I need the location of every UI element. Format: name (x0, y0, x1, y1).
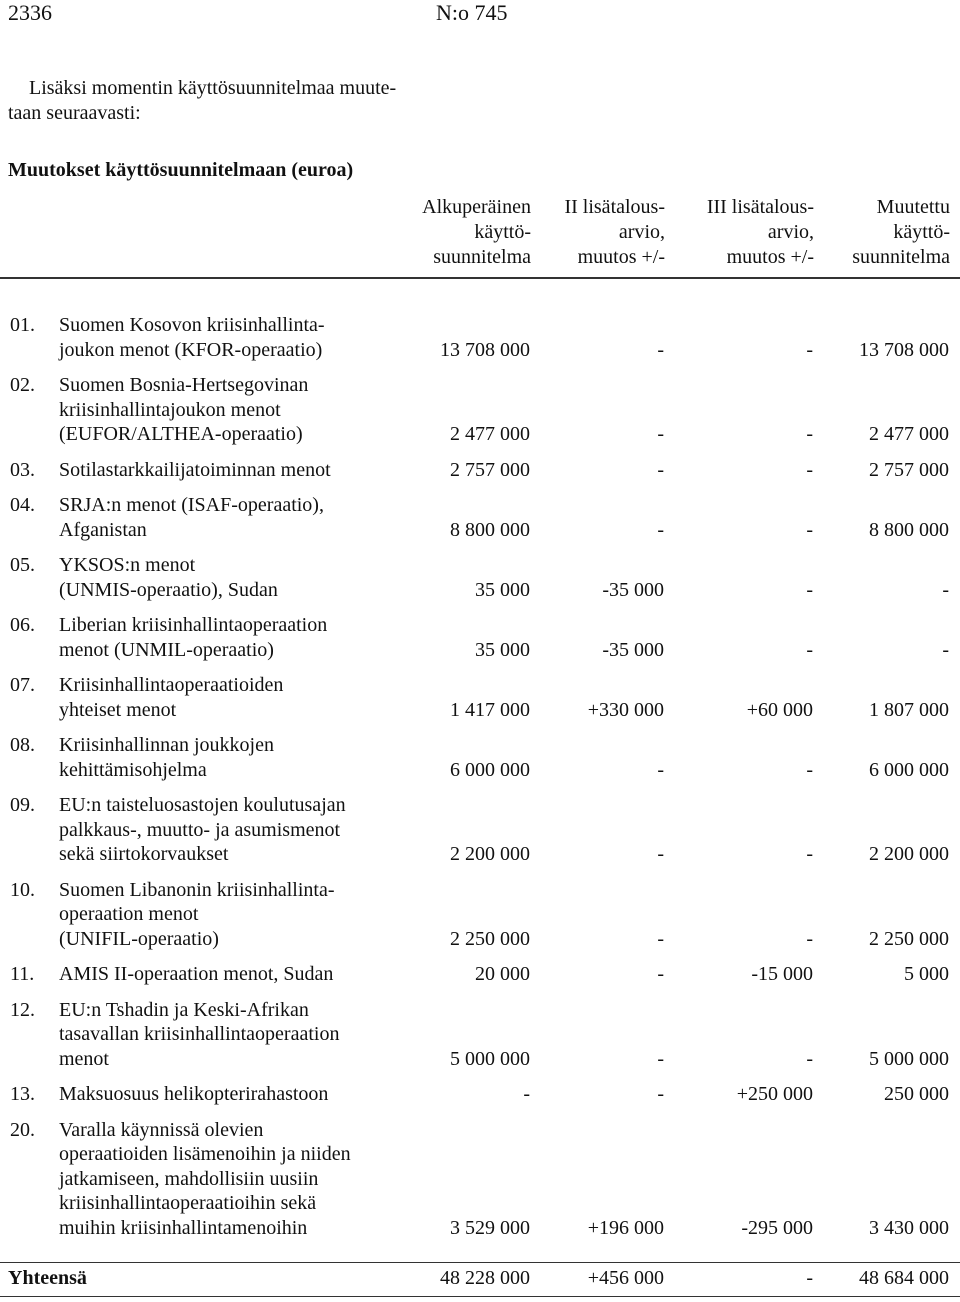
row-description-line: AMIS II-operaation menot, Sudan (59, 963, 334, 985)
row-description-line: muihin kriisinhallintamenoihin (59, 1216, 308, 1239)
value-original: 3 529 000 (450, 1216, 530, 1239)
row-description-line: Kriisinhallinnan joukkojen (59, 734, 274, 756)
row-description-line: SRJA:n menot (ISAF-operaatio), (59, 494, 324, 516)
page-number: 2336 (8, 0, 52, 25)
column-header-line: Muutettu (876, 196, 950, 218)
header-divider (0, 277, 960, 279)
row-description-line: menot (UNMIL-operaatio) (59, 638, 274, 661)
column-header-line: käyttö- (893, 221, 950, 243)
column-header-second-supplementary (564, 195, 665, 270)
table-row (0, 373, 960, 447)
column-header-third-supplementary (707, 195, 814, 270)
page-header (0, 0, 960, 26)
row-number: 02. (10, 374, 35, 396)
intro-line: Lisäksi momentin käyttösuunnitelmaa muute- (29, 77, 397, 99)
value-second-supplementary: - (657, 458, 664, 481)
row-description-line: Maksuosuus helikopterirahastoon (59, 1083, 329, 1105)
value-second-supplementary: +196 000 (587, 1216, 664, 1239)
value-second-supplementary: +330 000 (587, 698, 664, 721)
row-description (59, 493, 399, 542)
value-modified: 13 708 000 (859, 338, 949, 361)
value-third-supplementary: - (806, 1047, 813, 1070)
row-description-line: Varalla käynnissä olevien (59, 1118, 264, 1141)
value-third-supplementary: - (806, 458, 813, 481)
value-modified: 250 000 (884, 1083, 949, 1105)
row-description-line: (EUFOR/ALTHEA-operaatio) (59, 423, 303, 445)
row-number: 13. (10, 1083, 35, 1105)
value-third-supplementary: - (806, 338, 813, 361)
intro-paragraph (8, 76, 478, 125)
value-original: 6 000 000 (450, 758, 530, 781)
row-description-line: tasavallan kriisinhallintaoperaation (59, 1023, 340, 1045)
table-row (0, 553, 960, 602)
table-row (0, 998, 960, 1072)
value-third-supplementary: - (806, 578, 813, 601)
row-description (59, 998, 399, 1072)
value-third-supplementary: -15 000 (751, 963, 813, 985)
value-second-supplementary: -35 000 (602, 638, 664, 661)
row-description-line: operaatioiden lisämenoihin ja niiden (59, 1143, 351, 1165)
row-description-line: jatkamiseen, mahdollisiin uusiin (59, 1167, 319, 1190)
value-original: 35 000 (475, 638, 530, 661)
table-row (0, 962, 960, 987)
column-header-line: muutos +/- (577, 246, 665, 268)
value-original: 2 757 000 (450, 458, 530, 481)
total-modified: 48 684 000 (859, 1267, 949, 1289)
value-modified: 5 000 000 (869, 1047, 949, 1070)
row-description-line: EU:n Tshadin ja Keski-Afrikan (59, 998, 309, 1021)
table-row (0, 673, 960, 722)
row-number: 04. (10, 494, 35, 516)
row-description-line: Liberian kriisinhallintaoperaation (59, 614, 328, 636)
row-number: 11. (10, 963, 35, 985)
total-row (0, 1266, 960, 1292)
row-description (59, 313, 399, 362)
row-description (59, 878, 399, 952)
intro-line: taan seuraavasti: (8, 101, 141, 124)
column-header-line: arvio, (767, 221, 814, 243)
value-modified: 1 807 000 (869, 698, 949, 721)
row-description-line: Kriisinhallintaoperaatioiden (59, 674, 284, 696)
value-third-supplementary: - (806, 638, 813, 661)
table-body (0, 313, 960, 1240)
table-row (0, 878, 960, 952)
value-third-supplementary: +250 000 (736, 1083, 813, 1105)
value-second-supplementary: - (657, 338, 664, 361)
row-description (59, 1118, 399, 1241)
row-description-line: kriisinhallintajoukon menot (59, 398, 281, 421)
table-row (0, 313, 960, 362)
row-number: 07. (10, 674, 35, 696)
total-divider-top (0, 1262, 960, 1263)
row-description-line: Sotilastarkkailijatoiminnan menot (59, 458, 331, 481)
value-second-supplementary: - (657, 927, 664, 950)
issue-number: N:o 745 (436, 0, 508, 25)
column-header-line: muutos +/- (726, 246, 814, 268)
value-second-supplementary: - (657, 423, 664, 445)
value-modified: - (942, 638, 949, 661)
column-header-original (422, 195, 531, 270)
value-original: 8 800 000 (450, 518, 530, 541)
row-description (59, 553, 399, 602)
value-third-supplementary: - (806, 423, 813, 445)
row-number: 05. (10, 554, 35, 576)
row-number: 20. (10, 1118, 35, 1141)
row-number: 06. (10, 614, 35, 636)
row-number: 09. (10, 794, 35, 816)
value-original: 5 000 000 (450, 1047, 530, 1070)
row-description (59, 673, 399, 722)
value-modified: 6 000 000 (869, 758, 949, 781)
row-number: 01. (10, 314, 35, 336)
column-headers (8, 195, 950, 271)
total-third-supplementary: - (806, 1267, 813, 1289)
value-third-supplementary: -295 000 (741, 1216, 813, 1239)
column-header-line: suunnitelma (852, 246, 950, 268)
total-divider-bottom (0, 1296, 960, 1297)
total-original: 48 228 000 (440, 1267, 530, 1289)
row-description (59, 1082, 399, 1107)
value-second-supplementary: - (657, 963, 664, 985)
value-third-supplementary: - (806, 758, 813, 781)
value-original: 13 708 000 (440, 338, 530, 361)
value-second-supplementary: - (657, 1047, 664, 1070)
row-description-line: kehittämisohjelma (59, 758, 207, 781)
row-description-line: EU:n taisteluosastojen koulutusajan (59, 794, 346, 816)
value-second-supplementary: -35 000 (602, 578, 664, 601)
value-second-supplementary: - (657, 843, 664, 865)
value-original: 2 477 000 (450, 423, 530, 445)
table-row (0, 493, 960, 542)
value-original: 20 000 (475, 963, 530, 985)
value-third-supplementary: - (806, 843, 813, 865)
row-description-line: Suomen Kosovon kriisinhallinta- (59, 314, 325, 336)
row-description-line: (UNIFIL-operaatio) (59, 927, 219, 950)
column-header-modified (852, 195, 950, 270)
row-description-line: kriisinhallintaoperaatioihin sekä (59, 1192, 317, 1214)
table-row (0, 1118, 960, 1241)
table-row (0, 613, 960, 662)
table-row (0, 1082, 960, 1107)
row-number: 08. (10, 734, 35, 756)
table-row (0, 793, 960, 867)
table-title: Muutokset käyttösuunnitelmaan (euroa) (8, 159, 354, 181)
row-description-line: Afganistan (59, 518, 147, 541)
row-description-line: joukon menot (KFOR-operaatio) (59, 338, 323, 361)
value-modified: 2 757 000 (869, 458, 949, 481)
value-original: 2 200 000 (450, 843, 530, 865)
column-header-line: II lisätalous- (564, 196, 665, 218)
total-label: Yhteensä (8, 1267, 87, 1289)
row-description-line: sekä siirtokorvaukset (59, 843, 229, 865)
value-modified: 5 000 (904, 963, 949, 985)
row-description-line: palkkaus-, muutto- ja asumismenot (59, 818, 341, 841)
column-header-line: arvio, (618, 221, 665, 243)
value-second-supplementary: - (657, 518, 664, 541)
row-description-line: menot (59, 1047, 109, 1070)
value-second-supplementary: - (657, 1083, 664, 1105)
value-original: 2 250 000 (450, 927, 530, 950)
value-original: 35 000 (475, 578, 530, 601)
value-original: - (523, 1083, 530, 1105)
value-modified: - (942, 578, 949, 601)
value-modified: 8 800 000 (869, 518, 949, 541)
table-row (0, 733, 960, 782)
column-header-line: suunnitelma (433, 246, 531, 268)
row-number: 03. (10, 458, 35, 481)
value-original: 1 417 000 (450, 698, 530, 721)
row-description-line: Suomen Libanonin kriisinhallinta- (59, 878, 335, 901)
row-description (59, 458, 399, 483)
total-second-supplementary: +456 000 (587, 1267, 664, 1289)
row-description-line: yhteiset menot (59, 698, 177, 721)
row-description (59, 962, 399, 987)
value-third-supplementary: - (806, 927, 813, 950)
row-description-line: operaation menot (59, 903, 199, 925)
column-header-line: III lisätalous- (706, 196, 814, 218)
row-description (59, 793, 399, 867)
row-description (59, 373, 399, 447)
row-number: 10. (10, 878, 35, 901)
value-third-supplementary: - (806, 518, 813, 541)
row-description-line: (UNMIS-operaatio), Sudan (59, 578, 278, 601)
column-header-line: Alkuperäinen (422, 196, 531, 218)
row-description (59, 733, 399, 782)
value-modified: 2 250 000 (869, 927, 949, 950)
table-row (0, 458, 960, 483)
row-description-line: Suomen Bosnia-Hertsegovinan (59, 374, 309, 396)
value-third-supplementary: +60 000 (746, 698, 813, 721)
value-second-supplementary: - (657, 758, 664, 781)
column-header-line: käyttö- (474, 221, 531, 243)
row-number: 12. (10, 998, 35, 1021)
value-modified: 2 477 000 (869, 423, 949, 445)
value-modified: 3 430 000 (869, 1216, 949, 1239)
row-description-line: YKSOS:n menot (59, 554, 196, 576)
row-description (59, 613, 399, 662)
value-modified: 2 200 000 (869, 843, 949, 865)
